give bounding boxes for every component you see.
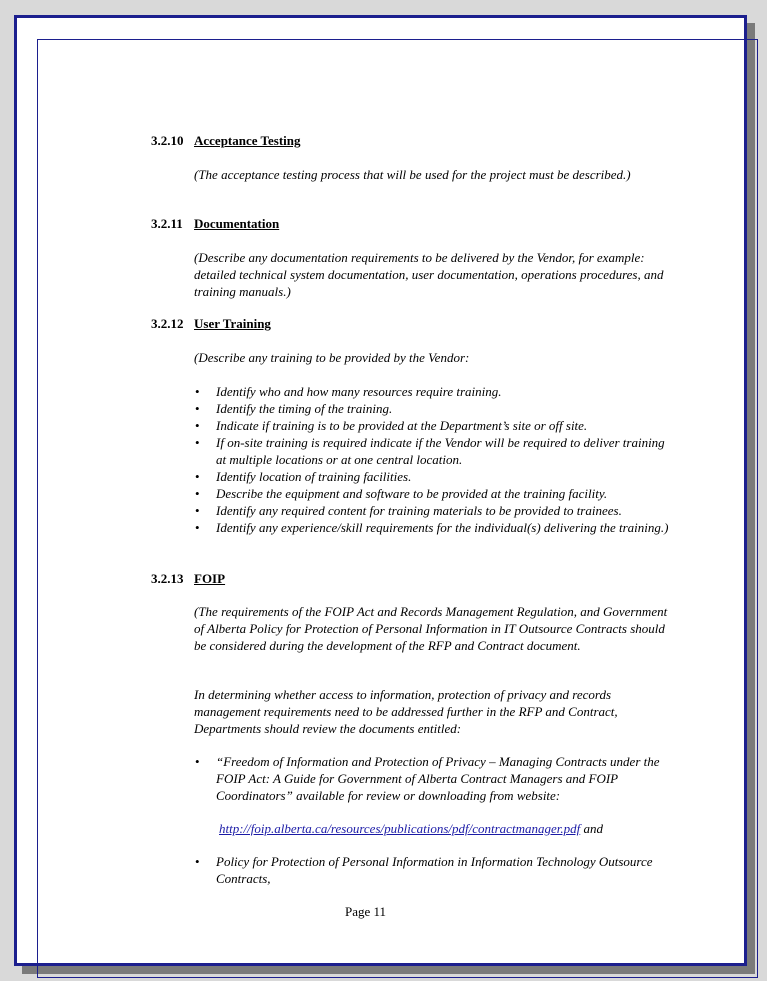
bullet-icon: • [195, 486, 200, 501]
bullet-icon: • [195, 854, 200, 869]
section-title: Documentation [194, 216, 280, 231]
foip-document-list-1 [194, 753, 674, 804]
list-item: • If on-site training is required indicate if the Vendor will be required to deliver training at multiple locations or at one central location. [195, 435, 665, 467]
section-number: 3.2.13 [151, 571, 184, 586]
bullet-icon: • [195, 384, 200, 399]
section-title: Acceptance Testing [194, 133, 301, 148]
section-heading-foip [151, 570, 225, 587]
section-number: 3.2.10 [151, 133, 184, 148]
link-suffix: and [580, 821, 603, 836]
list-item: • Identify who and how many resources require training. [195, 384, 502, 399]
user-training-list [194, 383, 674, 536]
list-item: • Identify any experience/skill requirements for the individual(s) delivering the training.) [195, 520, 669, 535]
bullet-icon: • [195, 435, 200, 450]
foip-document-list-2 [194, 853, 674, 887]
acceptance-testing-text: (The acceptance testing process that will be used for the project must be described.) [194, 167, 631, 182]
section-heading-user-training [151, 315, 271, 332]
list-item: • Describe the equipment and software to be provided at the training facility. [195, 486, 608, 501]
list-item: • Identify the timing of the training. [195, 401, 393, 416]
list-item: • Indicate if training is to be provided at the Department’s site or off site. [195, 418, 588, 433]
bullet-icon: • [195, 469, 200, 484]
user-training-intro: (Describe any training to be provided by the Vendor: [194, 350, 470, 365]
contract-manager-link[interactable]: http://foip.alberta.ca/resources/publications/pdf/contractmanager.pdf [219, 821, 581, 836]
foip-text-2: In determining whether access to information, protection of privacy and records management requirements need to be addressed further in the RFP and Contract, Departments should review the documents entitled: [194, 687, 618, 736]
foip-link-line [219, 820, 603, 837]
bullet-icon: • [195, 418, 200, 433]
page-number: Page 11 [344, 904, 387, 919]
foip-text-1: (The requirements of the FOIP Act and Records Management Regulation, and Government of Alberta Policy for Protection of Personal Information in IT Outsource Contracts should be considered during the development of the RFP and Contract document. [194, 604, 668, 653]
section-number: 3.2.11 [151, 216, 183, 231]
list-item: • Identify any required content for training materials to be provided to trainees. [195, 503, 622, 518]
bullet-icon: • [195, 520, 200, 535]
section-title: User Training [194, 316, 271, 331]
list-item: • Identify location of training facilities. [195, 469, 412, 484]
bullet-icon: • [195, 754, 200, 769]
section-title: FOIP [194, 571, 226, 586]
list-item: • “Freedom of Information and Protection of Privacy – Managing Contracts under the FOIP Act: A Guide for Government of Alberta Contract Managers and FOIP Coordinators” available for review or downloading from website: [195, 754, 660, 803]
bullet-icon: • [195, 503, 200, 518]
section-number: 3.2.12 [151, 316, 184, 331]
section-heading-acceptance-testing [151, 132, 301, 149]
list-item: • Policy for Protection of Personal Information in Information Technology Outsource Contracts, [195, 854, 653, 886]
bullet-icon: • [195, 401, 200, 416]
section-heading-documentation [151, 215, 279, 232]
documentation-text: (Describe any documentation requirements to be delivered by the Vendor, for example: detailed technical system documentation, user documentation, operations procedures, and training manuals.) [194, 250, 664, 299]
